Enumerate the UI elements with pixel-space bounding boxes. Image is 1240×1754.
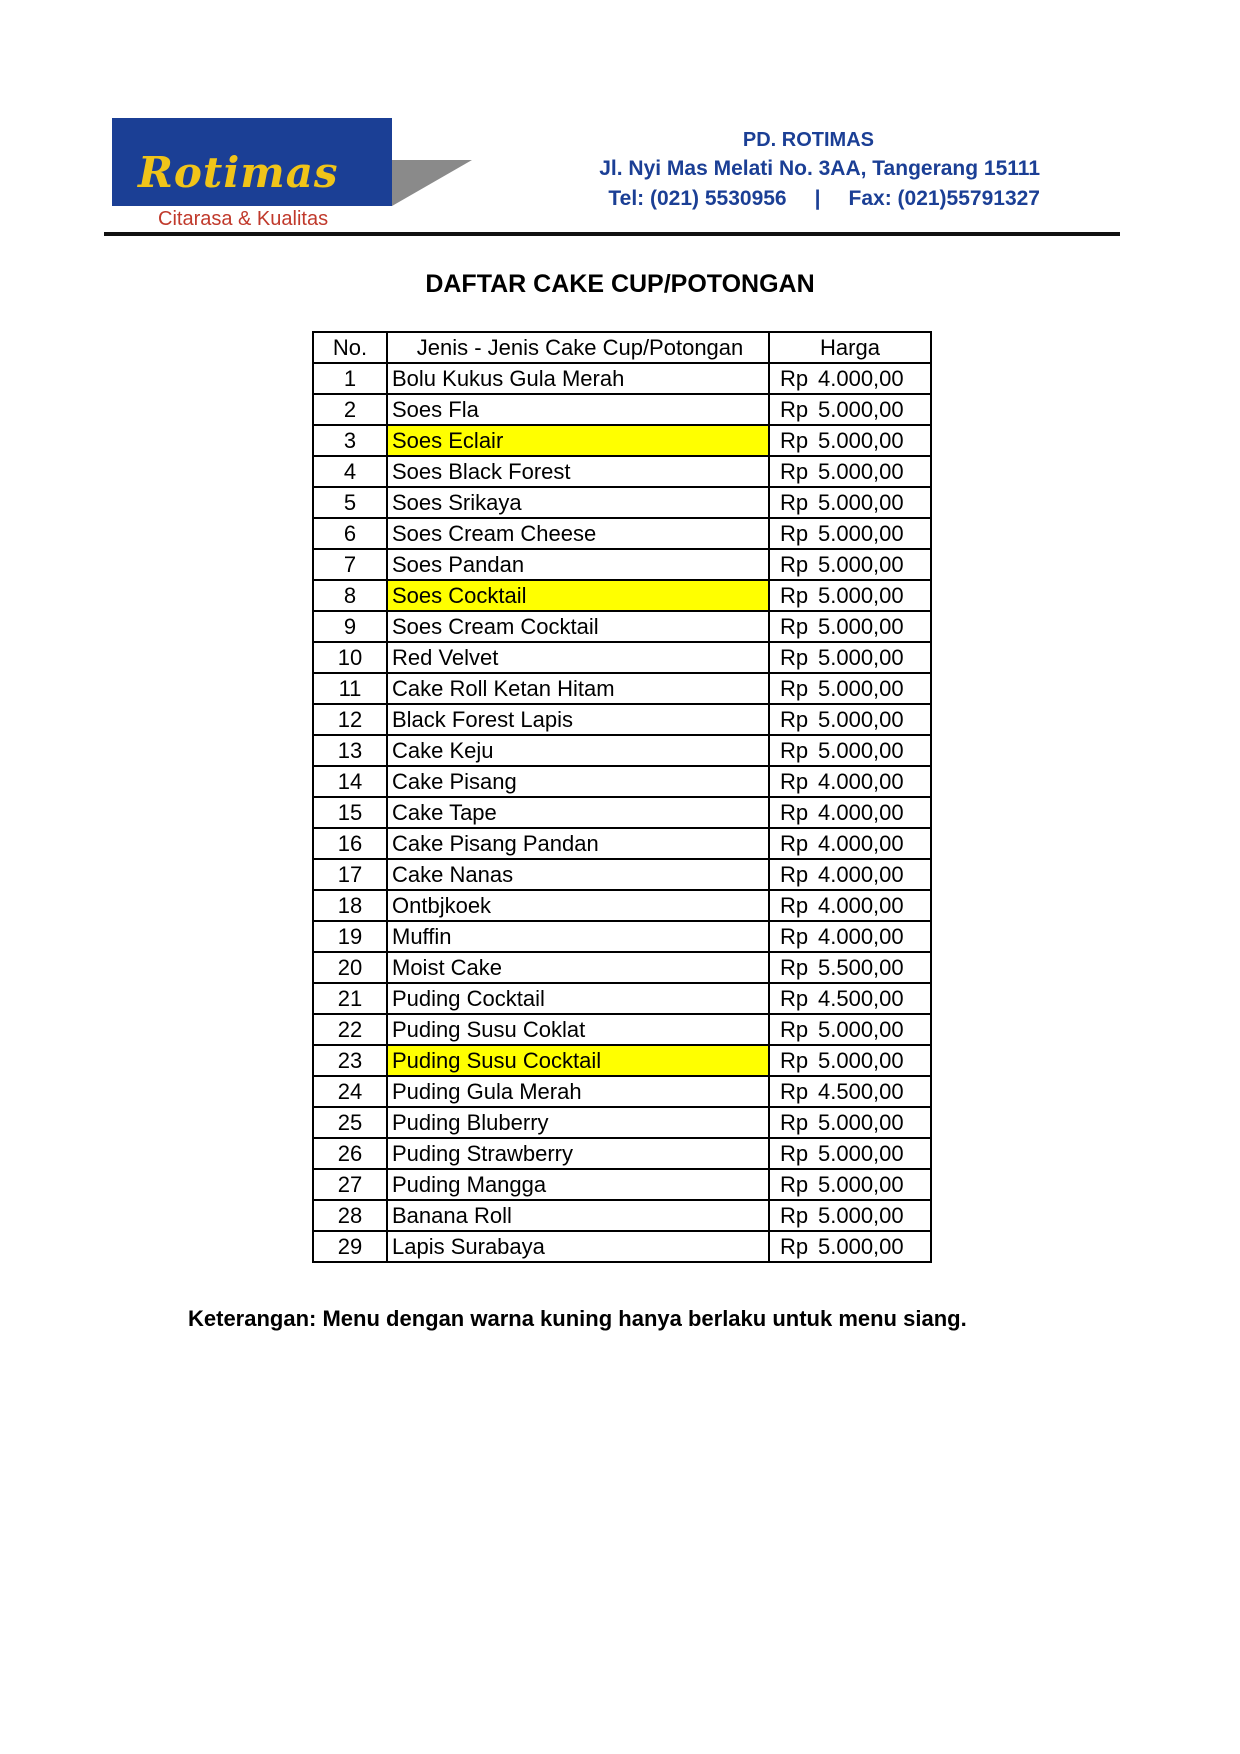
currency-label: Rp <box>780 644 809 670</box>
cell-name: Muffin <box>387 921 769 952</box>
cell-price <box>769 1200 931 1231</box>
currency-label: Rp <box>780 489 809 515</box>
cell-name: Red Velvet <box>387 642 769 673</box>
logo-tagline: Citarasa & Kualitas <box>158 208 329 230</box>
cell-no: 22 <box>313 1014 387 1045</box>
table-row <box>313 921 931 952</box>
price-table <box>312 331 932 1263</box>
price-amount: 5.000,00 <box>818 1202 904 1228</box>
table-row <box>313 487 931 518</box>
column-header-price: Harga <box>769 332 931 363</box>
cell-price <box>769 766 931 797</box>
cell-name: Puding Susu Coklat <box>387 1014 769 1045</box>
cell-price <box>769 673 931 704</box>
price-amount: 4.000,00 <box>818 923 904 949</box>
cell-name: Puding Gula Merah <box>387 1076 769 1107</box>
currency-label: Rp <box>780 1109 809 1135</box>
price-amount: 5.000,00 <box>818 582 904 608</box>
table-row <box>313 828 931 859</box>
company-fax: Fax: (021)55791327 <box>848 187 1040 210</box>
cell-name: Cake Keju <box>387 735 769 766</box>
cell-no: 5 <box>313 487 387 518</box>
cell-price <box>769 425 931 456</box>
table-row <box>313 1014 931 1045</box>
cell-no: 15 <box>313 797 387 828</box>
currency-label: Rp <box>780 892 809 918</box>
cell-price <box>769 890 931 921</box>
price-amount: 5.000,00 <box>818 1109 904 1135</box>
currency-label: Rp <box>780 613 809 639</box>
cell-no: 23 <box>313 1045 387 1076</box>
currency-label: Rp <box>780 396 809 422</box>
cell-price <box>769 828 931 859</box>
cell-price <box>769 1014 931 1045</box>
cell-no: 6 <box>313 518 387 549</box>
currency-label: Rp <box>780 365 809 391</box>
cell-name: Puding Strawberry <box>387 1138 769 1169</box>
currency-label: Rp <box>780 830 809 856</box>
cell-name: Cake Tape <box>387 797 769 828</box>
price-amount: 5.500,00 <box>818 954 904 980</box>
cell-price <box>769 456 931 487</box>
cell-price <box>769 952 931 983</box>
table-row <box>313 580 931 611</box>
cell-price <box>769 394 931 425</box>
cell-no: 26 <box>313 1138 387 1169</box>
cell-no: 10 <box>313 642 387 673</box>
cell-no: 13 <box>313 735 387 766</box>
table-row <box>313 735 931 766</box>
table-row <box>313 518 931 549</box>
table-row <box>313 1076 931 1107</box>
cell-name: Puding Mangga <box>387 1169 769 1200</box>
cell-price <box>769 797 931 828</box>
cell-name: Soes Eclair <box>387 425 769 456</box>
cell-no: 1 <box>313 363 387 394</box>
cell-name: Soes Fla <box>387 394 769 425</box>
price-amount: 5.000,00 <box>818 551 904 577</box>
price-amount: 5.000,00 <box>818 489 904 515</box>
table-row <box>313 1169 931 1200</box>
price-amount: 5.000,00 <box>818 644 904 670</box>
cell-no: 20 <box>313 952 387 983</box>
document-title: DAFTAR CAKE CUP/POTONGAN <box>425 270 815 298</box>
price-amount: 5.000,00 <box>818 520 904 546</box>
cell-name: Cake Roll Ketan Hitam <box>387 673 769 704</box>
currency-label: Rp <box>780 1016 809 1042</box>
table-row <box>313 394 931 425</box>
column-header-no: No. <box>313 332 387 363</box>
header-divider <box>104 232 1120 236</box>
currency-label: Rp <box>780 923 809 949</box>
cell-no: 25 <box>313 1107 387 1138</box>
price-amount: 4.000,00 <box>818 830 904 856</box>
currency-label: Rp <box>780 458 809 484</box>
cell-no: 27 <box>313 1169 387 1200</box>
cell-price <box>769 611 931 642</box>
company-name: PD. ROTIMAS <box>742 129 874 151</box>
cell-name: Puding Susu Cocktail <box>387 1045 769 1076</box>
cell-no: 16 <box>313 828 387 859</box>
currency-label: Rp <box>780 1140 809 1166</box>
price-amount: 5.000,00 <box>818 706 904 732</box>
cell-no: 4 <box>313 456 387 487</box>
logo-wedge-shape <box>392 160 472 206</box>
table-row <box>313 1200 931 1231</box>
cell-name: Cake Nanas <box>387 859 769 890</box>
contact-separator: | <box>814 187 821 210</box>
cell-name: Soes Cream Cheese <box>387 518 769 549</box>
cell-no: 24 <box>313 1076 387 1107</box>
cell-name: Puding Cocktail <box>387 983 769 1014</box>
cell-no: 11 <box>313 673 387 704</box>
price-amount: 5.000,00 <box>818 1171 904 1197</box>
table-row <box>313 1045 931 1076</box>
currency-label: Rp <box>780 1202 809 1228</box>
cell-price <box>769 363 931 394</box>
cell-name: Soes Pandan <box>387 549 769 580</box>
currency-label: Rp <box>780 799 809 825</box>
cell-no: 8 <box>313 580 387 611</box>
column-header-name: Jenis - Jenis Cake Cup/Potongan <box>387 332 769 363</box>
cell-price <box>769 1076 931 1107</box>
cell-no: 9 <box>313 611 387 642</box>
price-amount: 5.000,00 <box>818 1016 904 1042</box>
table-row <box>313 952 931 983</box>
table-row <box>313 549 931 580</box>
currency-label: Rp <box>780 1078 809 1104</box>
table-row <box>313 642 931 673</box>
company-address: Jl. Nyi Mas Melati No. 3AA, Tangerang 15111 <box>599 157 1040 180</box>
cell-no: 3 <box>313 425 387 456</box>
cell-name: Bolu Kukus Gula Merah <box>387 363 769 394</box>
currency-label: Rp <box>780 768 809 794</box>
price-amount: 5.000,00 <box>818 396 904 422</box>
table-header-row <box>313 332 931 363</box>
cell-name: Lapis Surabaya <box>387 1231 769 1262</box>
cell-no: 17 <box>313 859 387 890</box>
table-row <box>313 766 931 797</box>
cell-price <box>769 1138 931 1169</box>
cell-name: Soes Black Forest <box>387 456 769 487</box>
cell-name: Banana Roll <box>387 1200 769 1231</box>
currency-label: Rp <box>780 1047 809 1073</box>
cell-price <box>769 983 931 1014</box>
cell-no: 12 <box>313 704 387 735</box>
currency-label: Rp <box>780 985 809 1011</box>
cell-name: Cake Pisang <box>387 766 769 797</box>
cell-no: 28 <box>313 1200 387 1231</box>
table-body <box>313 363 931 1262</box>
company-tel: Tel: (021) 5530956 <box>608 187 787 210</box>
price-amount: 4.000,00 <box>818 892 904 918</box>
table-row <box>313 456 931 487</box>
price-amount: 4.000,00 <box>818 861 904 887</box>
cell-price <box>769 518 931 549</box>
table-row <box>313 1138 931 1169</box>
cell-price <box>769 487 931 518</box>
cell-price <box>769 1107 931 1138</box>
table-row <box>313 363 931 394</box>
currency-label: Rp <box>780 706 809 732</box>
cell-price <box>769 1169 931 1200</box>
company-info <box>520 126 1040 214</box>
logo-text: Rotimas <box>138 148 339 197</box>
cell-no: 2 <box>313 394 387 425</box>
cell-price <box>769 859 931 890</box>
table-row <box>313 704 931 735</box>
price-amount: 5.000,00 <box>818 427 904 453</box>
currency-label: Rp <box>780 520 809 546</box>
cell-price <box>769 704 931 735</box>
cell-name: Puding Bluberry <box>387 1107 769 1138</box>
cell-no: 18 <box>313 890 387 921</box>
cell-no: 19 <box>313 921 387 952</box>
currency-label: Rp <box>780 582 809 608</box>
cell-name: Moist Cake <box>387 952 769 983</box>
currency-label: Rp <box>780 551 809 577</box>
cell-no: 21 <box>313 983 387 1014</box>
currency-label: Rp <box>780 954 809 980</box>
price-amount: 5.000,00 <box>818 458 904 484</box>
cell-name: Soes Cream Cocktail <box>387 611 769 642</box>
cell-price <box>769 1231 931 1262</box>
table-row <box>313 890 931 921</box>
table-row <box>313 611 931 642</box>
table-row <box>313 859 931 890</box>
currency-label: Rp <box>780 427 809 453</box>
price-amount: 5.000,00 <box>818 1233 904 1259</box>
cell-name: Soes Cocktail <box>387 580 769 611</box>
currency-label: Rp <box>780 675 809 701</box>
price-amount: 5.000,00 <box>818 737 904 763</box>
price-amount: 5.000,00 <box>818 1047 904 1073</box>
cell-name: Cake Pisang Pandan <box>387 828 769 859</box>
currency-label: Rp <box>780 861 809 887</box>
table-row <box>313 673 931 704</box>
cell-price <box>769 549 931 580</box>
cell-price <box>769 1045 931 1076</box>
price-amount: 4.500,00 <box>818 1078 904 1104</box>
table-row <box>313 797 931 828</box>
price-amount: 4.500,00 <box>818 985 904 1011</box>
price-amount: 5.000,00 <box>818 675 904 701</box>
table-row <box>313 1231 931 1262</box>
cell-name: Soes Srikaya <box>387 487 769 518</box>
cell-no: 7 <box>313 549 387 580</box>
price-amount: 4.000,00 <box>818 365 904 391</box>
currency-label: Rp <box>780 1233 809 1259</box>
price-amount: 5.000,00 <box>818 1140 904 1166</box>
cell-price <box>769 642 931 673</box>
footnote: Keterangan: Menu dengan warna kuning hanya berlaku untuk menu siang. <box>188 1306 967 1331</box>
cell-no: 29 <box>313 1231 387 1262</box>
price-amount: 4.000,00 <box>818 768 904 794</box>
table-row <box>313 425 931 456</box>
cell-name: Ontbjkoek <box>387 890 769 921</box>
table-row <box>313 1107 931 1138</box>
price-amount: 4.000,00 <box>818 799 904 825</box>
table-row <box>313 983 931 1014</box>
cell-no: 14 <box>313 766 387 797</box>
currency-label: Rp <box>780 1171 809 1197</box>
cell-price <box>769 580 931 611</box>
cell-name: Black Forest Lapis <box>387 704 769 735</box>
currency-label: Rp <box>780 737 809 763</box>
company-contact <box>520 184 1040 214</box>
price-amount: 5.000,00 <box>818 613 904 639</box>
cell-price <box>769 921 931 952</box>
cell-price <box>769 735 931 766</box>
